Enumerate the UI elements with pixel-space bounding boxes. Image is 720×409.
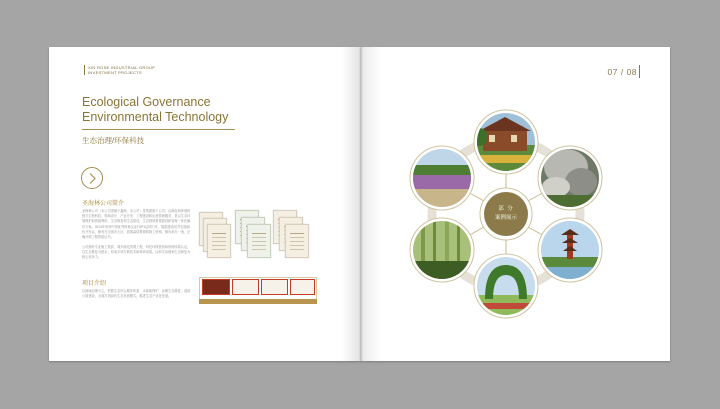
certificate-image [207, 224, 231, 258]
awards-base-strip [199, 299, 317, 304]
chevron-right-icon [81, 167, 103, 189]
award-photo [202, 279, 230, 295]
awards-strip [199, 277, 317, 301]
company-intro-paragraph: 圣海林公司（本公司隶属于鑫海，本公司）是集团旗下公司，以海化和养殖的相关生物科技，领域设计、产业开发、工程建设和运营管理服务，是以生态环境保护和资源利用，生态修复和生态建设，生态园林景观建设和管理一体化解决方案。2013年荣获中国优秀园林企业TOP1证明力作，根据建设用并实施绿色开发以，拥有在全国各大区，拓展森林景观和施工资格，拥有举办一流，正确开展工程资质证书。 [82, 209, 191, 240]
left-page [49, 47, 361, 361]
title-divider [82, 129, 235, 130]
award-certificate [261, 279, 288, 295]
project-intro-paragraph: 以流域治理为主，把握生态综合服务体系，水源地保护，治理生态修复，湿地公园建设，全面打造绿色生态发展模式，推进生态产业化发展。 [82, 289, 191, 299]
right-page [361, 47, 670, 361]
certificate-image [285, 224, 309, 258]
green-arch-photo [471, 252, 541, 322]
book-gutter-shadow [341, 47, 381, 361]
section-heading-project: 项目介绍 [82, 281, 107, 287]
title-en-line2: Environmental Technology [82, 110, 229, 124]
group-name-line1: XIN ROSE INDUSTRIAL GROUP [88, 65, 156, 70]
certificate-image [247, 224, 271, 258]
award-certificate [232, 279, 259, 295]
group-name [84, 65, 155, 75]
company-qualification-paragraph: 公司拥有专业施工资质，城乡绿化景观工程，科技环保资质和管理体系认证，以生态修复为根本，形成多项专利技术和科研成果，以科学治理和生态修复为核心竞争力。 [82, 245, 191, 260]
title-en-line1: Ecological Governance [82, 95, 211, 109]
brochure-spread [49, 47, 670, 361]
wooden-house-photo [470, 107, 541, 177]
award-certificate [290, 279, 315, 295]
page-number: 07 / 08 [607, 67, 637, 77]
center-label-line1: 部 分 [498, 206, 514, 212]
page-title [82, 95, 228, 125]
section-heading-company: 圣海林公司简介 [82, 201, 125, 207]
group-name-line2: INVESTMENT PROJECTS [88, 70, 142, 75]
page-subtitle: 生态治理/环保科技 [82, 136, 145, 145]
center-label-line2: 案例展示 [494, 215, 517, 221]
